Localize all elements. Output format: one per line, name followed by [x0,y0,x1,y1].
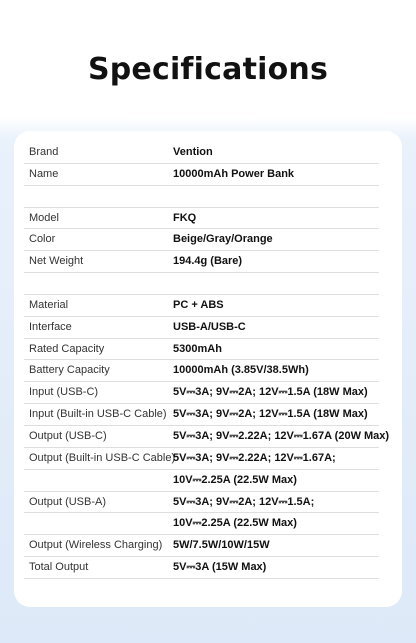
spec-key: Name [29,167,59,180]
spec-value: FKQ [173,211,197,224]
spec-value: 5V⎓3A; 9V⎓2.22A; 12V⎓1.67A; [173,451,336,464]
spec-value: 5300mAh [173,342,222,355]
spec-value: PC + ABS [173,298,224,311]
spec-key: Material [29,298,69,311]
spec-key: Output (USB-A) [29,495,107,508]
spec-value: 5V⎓3A (15W Max) [173,561,267,574]
spec-card [14,131,402,607]
spec-row-continuation [24,513,379,535]
spec-value: 5V⎓3A; 9V⎓2A; 12V⎓1.5A; [173,495,315,508]
spec-value: 5V⎓3A; 9V⎓2A; 12V⎓1.5A (18W Max) [173,386,368,399]
spec-row [24,360,379,382]
spec-key: Output (USB-C) [29,429,107,442]
spec-row-spacer [24,186,379,208]
spec-key: Rated Capacity [29,342,105,355]
spec-row [24,492,379,514]
spec-value: 10V⎓2.25A (22.5W Max) [173,517,297,530]
spec-key: Model [29,211,59,224]
spec-row [24,339,379,361]
spec-row [24,251,379,273]
page-title: Specifications [87,52,329,87]
spec-value: Vention [173,146,213,158]
spec-value: 10000mAh Power Bank [173,167,295,180]
spec-row [24,448,379,470]
spec-row [24,382,379,404]
spec-row [24,142,379,164]
spec-row [24,164,379,186]
spec-row-continuation [24,470,379,492]
spec-row [24,229,379,251]
spec-key: Color [29,233,56,246]
spec-row [24,208,379,230]
spec-row [24,404,379,426]
spec-value: 194.4g (Bare) [173,255,243,268]
spec-value: 5V⎓3A; 9V⎓2.22A; 12V⎓1.67A (20W Max) [173,429,390,442]
spec-value: 5V⎓3A; 9V⎓2A; 12V⎓1.5A (18W Max) [173,408,368,421]
spec-key: Total Output [29,561,89,574]
spec-row-spacer [24,273,379,295]
spec-value: 5W/7.5W/10W/15W [173,539,270,552]
spec-key: Brand [29,146,59,158]
spec-key: Net Weight [29,255,84,268]
spec-row [24,535,379,557]
spec-key: Output (Wireless Charging) [29,539,163,552]
spec-value: 10V⎓2.25A (22.5W Max) [173,473,297,486]
spec-row [24,426,390,448]
spec-key: Input (Built-in USB-C Cable) [29,408,167,421]
spec-row [24,295,379,317]
spec-value: 10000mAh (3.85V/38.5Wh) [173,364,309,377]
spec-key: Output (Built-in USB-C Cable) [29,451,176,464]
spec-value: USB-A/USB-C [173,320,246,333]
spec-row [24,317,379,339]
spec-key: Battery Capacity [29,364,110,377]
spec-table [24,142,390,579]
spec-key: Input (USB-C) [29,386,99,399]
spec-key: Interface [29,320,72,333]
spec-row [24,557,379,579]
spec-value: Beige/Gray/Orange [173,233,273,246]
